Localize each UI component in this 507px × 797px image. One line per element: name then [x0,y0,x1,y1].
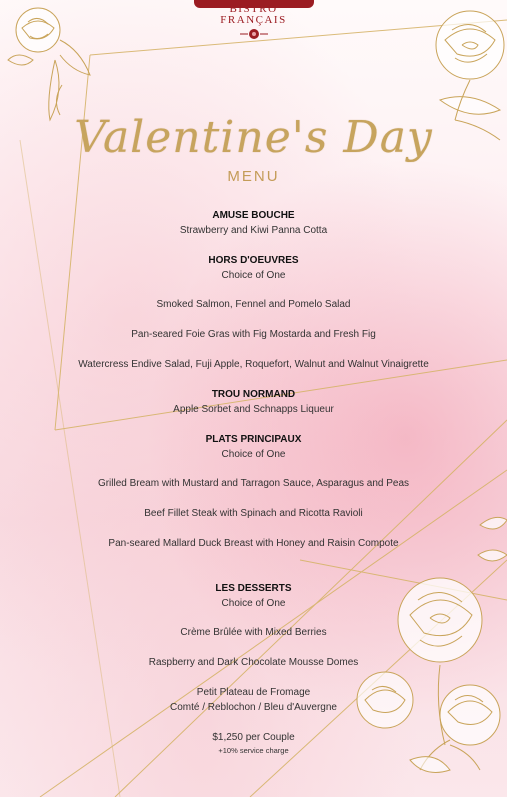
menu-item: Crème Brûlée with Mixed Berries [180,627,327,638]
brand-name-line2: FRANÇAIS [220,14,287,26]
menu-item: Smoked Salmon, Fennel and Pomelo Salad [156,299,351,310]
valentines-day-title: Valentine's Day [74,112,433,163]
trou-normand-item: Apple Sorbet and Schnapps Liqueur [173,404,334,415]
menu-item: Raspberry and Dark Chocolate Mousse Domes [148,657,359,668]
rose-seal-icon [238,27,270,41]
price: $1,250 per Couple [212,732,295,743]
brand-name-line1: BISTRO [229,3,278,15]
hors-doeuvres-heading: HORS D'OEUVRES [208,255,299,266]
menu-item: Pan-seared Mallard Duck Breast with Honey and Raisin Compote [108,538,399,549]
amuse-bouche-heading: AMUSE BOUCHE [212,210,295,221]
service-charge: +10% service charge [218,746,289,755]
amuse-bouche-item: Strawberry and Kiwi Panna Cotta [179,225,328,236]
trou-normand-heading: TROU NORMAND [211,389,296,400]
menu-item: Watercress Endive Salad, Fuji Apple, Roquefort, Walnut and Walnut Vinaigrette [78,359,429,370]
menu-item: Grilled Bream with Mustard and Tarragon Sauce, Asparagus and Peas [97,478,410,489]
fromage-title: Petit Plateau de Fromage [196,687,311,698]
plats-principaux-choice: Choice of One [221,449,286,460]
menu-item: Pan-seared Foie Gras with Fig Mostarda and Fresh Fig [131,329,376,340]
hors-doeuvres-choice: Choice of One [221,270,286,281]
menu-item: Beef Fillet Steak with Spinach and Ricotta Ravioli [144,508,363,519]
fromage-detail: Comté / Reblochon / Bleu d'Auvergne [169,702,337,713]
desserts-choice: Choice of One [221,598,286,609]
menu-heading: MENU [227,168,280,185]
plats-principaux-heading: PLATS PRINCIPAUX [205,434,302,445]
desserts-heading: LES DESSERTS [215,583,292,594]
